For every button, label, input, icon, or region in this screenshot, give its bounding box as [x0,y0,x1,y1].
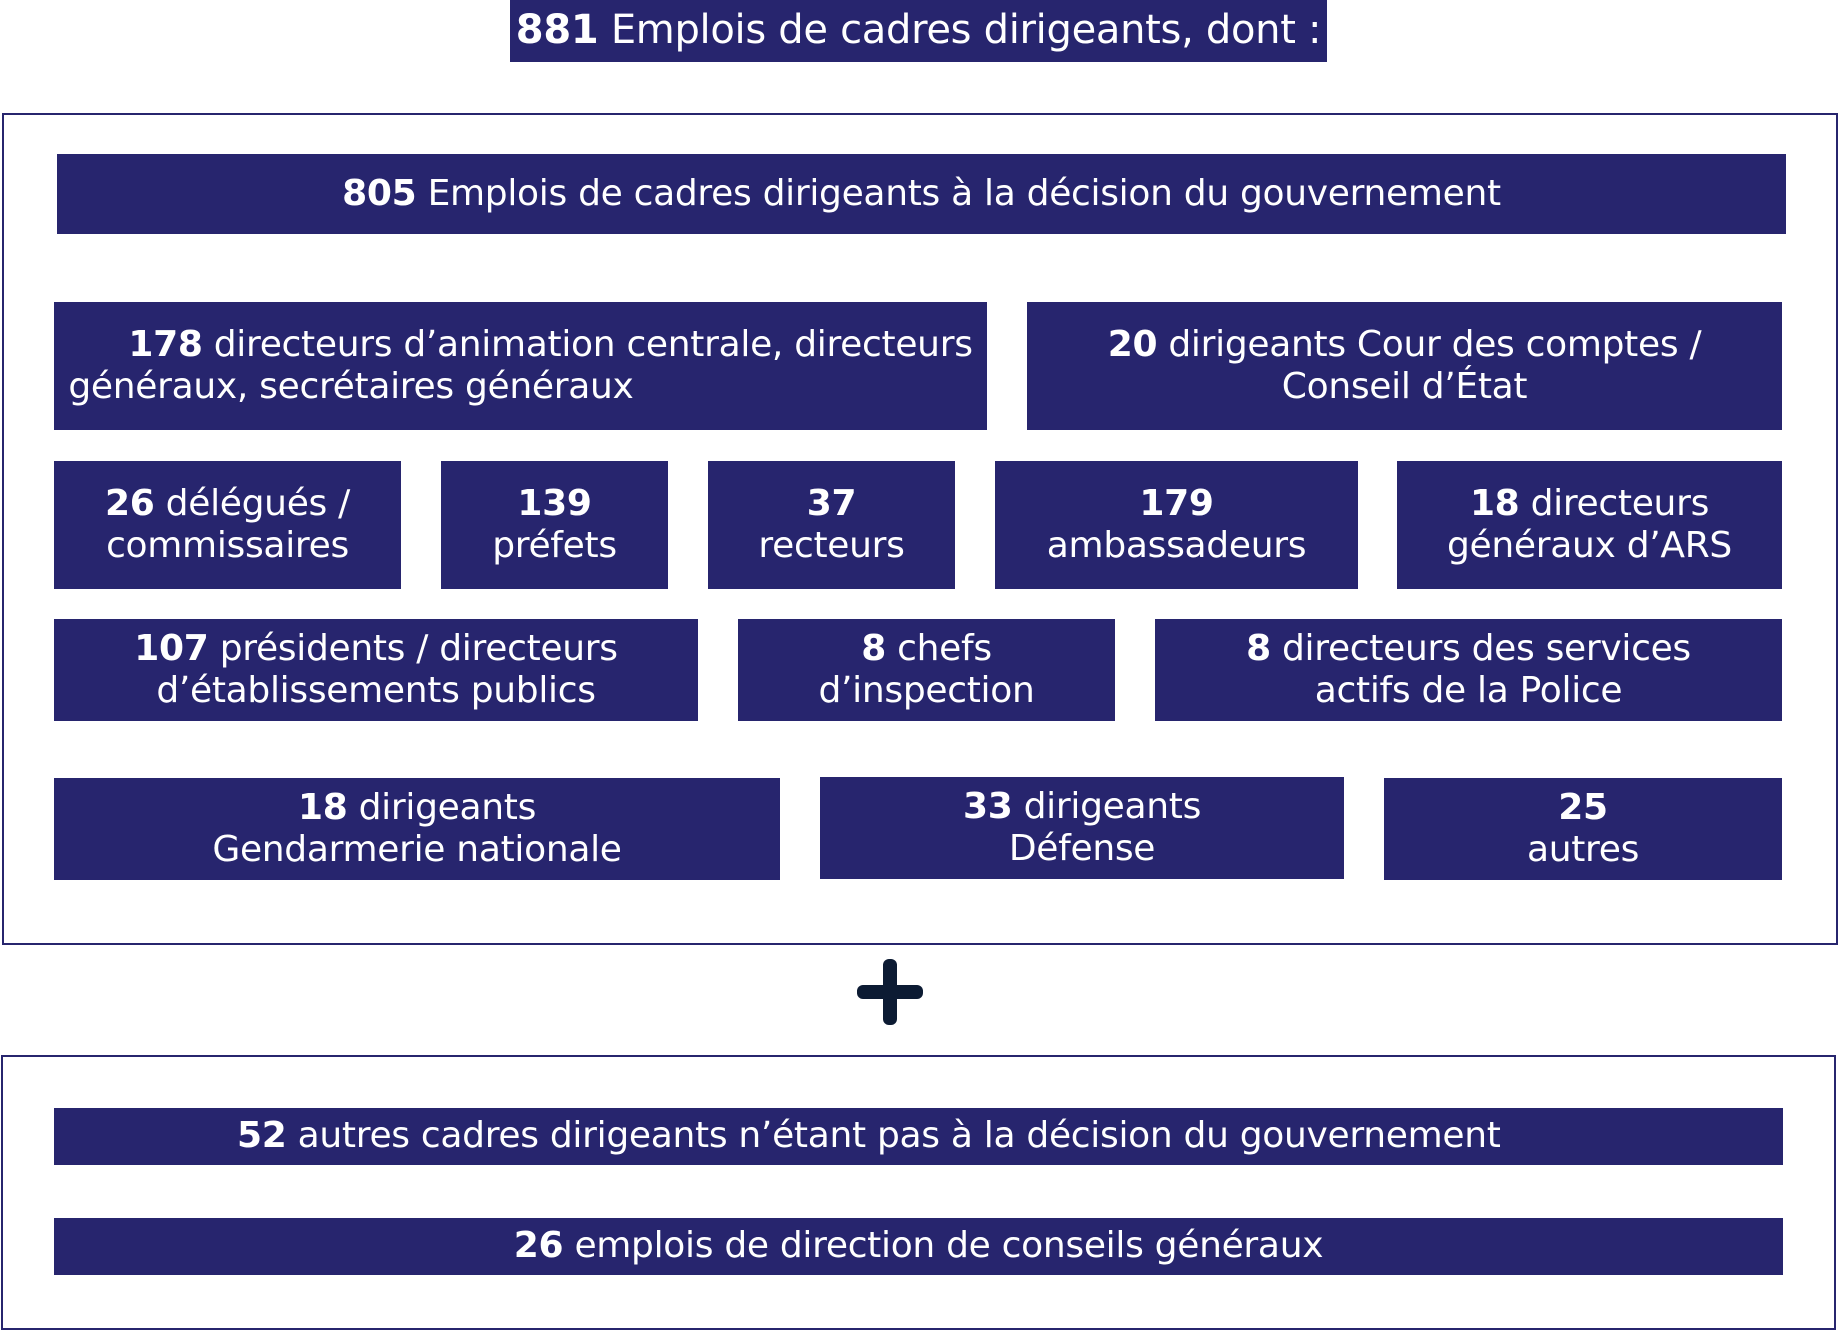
item-line-2 [1047,525,1306,567]
header-label: Emplois de cadres dirigeants, dont : [610,7,1322,54]
item-text [212,787,621,872]
plus-icon [855,957,925,1027]
item-directeurs-animation-centrale [54,302,987,430]
other-item-text [237,1115,1501,1157]
item-count: 25 [1558,786,1608,828]
item-label-1: directeurs [1530,482,1710,524]
item-line-2 [1447,525,1732,567]
item-presidents-etablissements [54,619,698,721]
item-line-2 [818,670,1034,712]
item-count: 179 [1139,482,1214,524]
item-label-1: dirigeants Cour des comptes / [1168,323,1702,365]
item-gendarmerie [54,778,780,880]
item-text [1246,628,1691,713]
item-defense [820,777,1344,879]
item-line-2 [134,670,617,712]
item-label-2: préfets [492,525,617,566]
item-line-2 [1246,670,1691,712]
item-cour-des-comptes [1027,302,1782,430]
other-item-count: 52 [237,1115,287,1157]
item-label-2: Conseil d’État [1281,366,1528,407]
item-label-2: d’établissements publics [156,670,596,711]
item-text [1447,483,1732,568]
government-title-text [342,173,1501,215]
item-line-1 [1047,483,1306,525]
item-count: 8 [1246,627,1271,669]
item-label-2: généraux, secrétaires généraux [68,366,634,407]
government-title-box [57,154,1786,234]
item-line-1 [1108,324,1702,366]
item-count: 26 [105,482,155,524]
item-count: 20 [1107,323,1158,365]
header-text [516,7,1321,54]
item-chefs-inspection [738,619,1115,721]
item-line-2 [68,366,972,408]
government-count: 805 [342,172,417,214]
item-line-2 [105,525,350,567]
item-line-1 [818,628,1034,670]
item-label-2: autres [1526,829,1640,870]
other-item-label: emplois de direction de conseils généraux [574,1225,1324,1267]
item-text [134,628,617,713]
item-count: 37 [806,482,857,524]
item-count: 107 [134,627,209,669]
item-line-2 [1108,366,1702,408]
item-label-1: directeurs des services [1282,627,1691,669]
item-text [1108,324,1702,409]
item-line-1 [1447,483,1732,525]
item-label-2: recteurs [758,525,905,566]
item-text [105,483,350,568]
item-count: 33 [962,785,1013,827]
item-text [1527,787,1639,872]
item-label-1: dirigeants [358,786,537,828]
item-line-2 [963,828,1201,870]
item-count: 178 [128,323,203,365]
item-services-police [1155,619,1782,721]
item-recteurs [708,461,955,589]
item-line-1 [758,483,904,525]
item-autres [1384,778,1782,880]
item-label-1: présidents / directeurs [219,627,618,669]
header-box [510,0,1327,62]
other-item-26 [54,1218,1783,1275]
item-label-1: délégués / [165,482,350,524]
item-line-1 [492,483,617,525]
item-label-2: Défense [1008,828,1156,869]
item-label-1: directeurs d’animation centrale, directeurs [213,323,973,365]
item-label-2: commissaires [106,525,349,566]
item-text [818,628,1034,713]
item-label-1: dirigeants [1023,785,1202,827]
item-directeurs-ars [1397,461,1782,589]
item-ambassadeurs [995,461,1358,589]
item-line-2 [758,525,904,567]
item-count: 139 [517,482,592,524]
item-line-1 [963,786,1201,828]
item-text [758,483,904,568]
item-label-2: Gendarmerie nationale [212,829,622,870]
other-item-52 [54,1108,1783,1165]
item-text [1047,483,1306,568]
item-line-1 [1527,787,1639,829]
other-frame [1,1055,1836,1330]
other-item-count: 26 [513,1225,564,1267]
item-text [68,324,972,409]
item-text [963,786,1201,871]
item-line-2 [212,829,621,871]
item-count: 18 [1469,482,1520,524]
item-prefets [441,461,668,589]
item-label-2: généraux d’ARS [1447,525,1732,566]
item-count: 8 [861,627,886,669]
item-text [492,483,617,568]
header-count: 881 [515,7,599,54]
item-line-1 [212,787,621,829]
item-line-1 [68,324,972,366]
item-line-1 [1246,628,1691,670]
item-delegues-commissaires [54,461,401,589]
item-label-2: d’inspection [818,670,1035,711]
item-line-1 [134,628,617,670]
other-item-label: autres cadres dirigeants n’étant pas à la décision du gouvernement [297,1115,1501,1157]
other-item-text [514,1225,1323,1267]
item-label-2: actifs de la Police [1314,670,1623,711]
item-line-2 [1527,829,1639,871]
item-line-1 [105,483,350,525]
item-label-2: ambassadeurs [1046,525,1307,566]
government-label: Emplois de cadres dirigeants à la décision du gouvernement [427,172,1501,214]
item-count: 18 [297,786,348,828]
item-label-1: chefs [897,627,992,669]
item-line-2 [492,525,617,567]
